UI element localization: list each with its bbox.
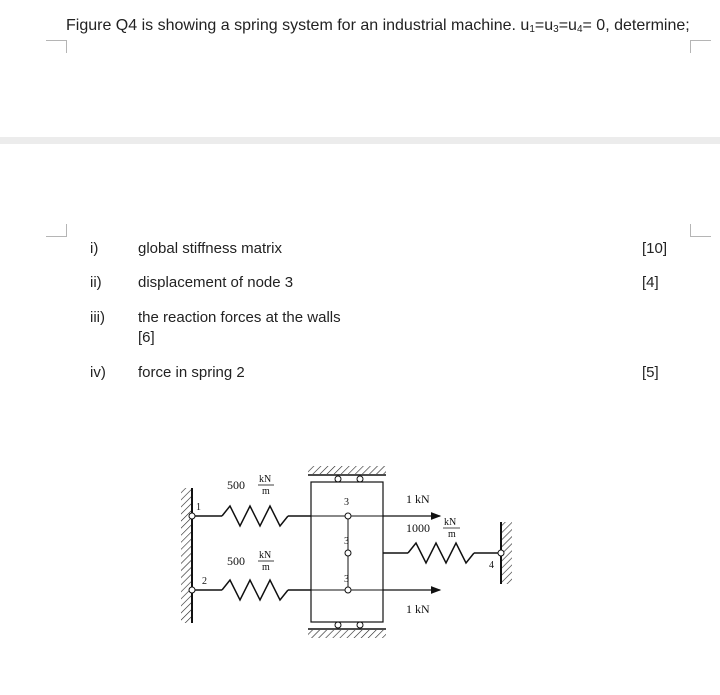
spring-2-value: 500 (227, 554, 245, 568)
spring-2-unit-num: kN (259, 550, 272, 561)
spring-2 (192, 580, 311, 600)
spring-1 (192, 506, 311, 526)
spring-system-figure (178, 460, 528, 650)
margin-corner-top-left (46, 40, 67, 53)
top-guide (308, 466, 386, 482)
item-number: i) (90, 240, 99, 257)
node-2-marker (189, 587, 195, 593)
spring-3-unit-num: kN (444, 517, 457, 528)
force-top-label: 1 kN (406, 492, 430, 506)
node-3-marker (345, 587, 351, 593)
node-3-label-top: 3 (344, 497, 349, 508)
question-intro: Figure Q4 is showing a spring system for an industrial machine. $u_1=u_3=u_4= 0$, determine; (66, 17, 690, 35)
item-marks: [10] (642, 240, 668, 257)
force-bottom-label: 1 kN (406, 602, 430, 616)
item-text: global stiffness matrix (138, 240, 282, 257)
node-3-label-mid: 3 (344, 536, 349, 547)
spring-1-unit-num: kN (259, 474, 272, 485)
spring-3-unit-den: m (448, 529, 456, 540)
item-number: ii) (90, 274, 102, 291)
margin-corner-bottom-left (46, 224, 67, 237)
item-marks: [4] (642, 274, 659, 291)
node-3-marker (345, 513, 351, 519)
node-1-label: 1 (196, 502, 201, 513)
margin-corner-bottom-right (690, 224, 711, 237)
spring-3 (383, 543, 501, 563)
item-text: the reaction forces at the walls (138, 309, 341, 326)
spring-1-unit-den: m (262, 486, 270, 497)
spring-1-value: 500 (227, 478, 245, 492)
spring-3-value: 1000 (406, 521, 430, 535)
page-break (0, 137, 720, 144)
margin-corner-top-right (690, 40, 711, 53)
item-text: force in spring 2 (138, 364, 245, 381)
node-1-marker (189, 513, 195, 519)
node-3-label-bottom: 3 (344, 574, 349, 585)
item-number: iii) (90, 309, 105, 326)
item-marks: [5] (642, 364, 659, 381)
node-4-label: 4 (489, 560, 494, 571)
bottom-guide (308, 622, 386, 638)
node-4-marker (498, 550, 504, 556)
node-2-label: 2 (202, 576, 207, 587)
node-3-marker (345, 550, 351, 556)
item-marks: [6] (138, 329, 155, 346)
item-text: displacement of node 3 (138, 274, 294, 291)
item-number: iv) (90, 364, 106, 381)
spring-2-unit-den: m (262, 562, 270, 573)
left-wall (181, 488, 192, 623)
